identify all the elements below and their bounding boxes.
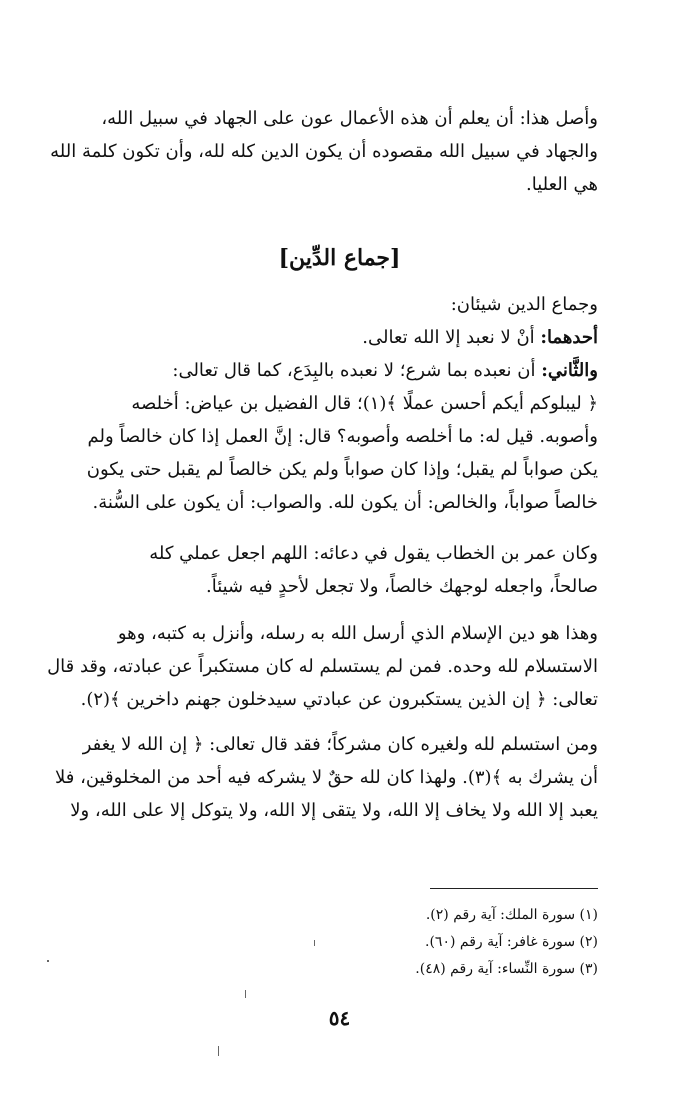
text-line	[88, 354, 598, 387]
text-line: يكن صواباً لم يقبل؛ وإذا كان صواباً ولم يكن خالصاً لم يقبل حتى يكون	[86, 459, 598, 480]
text-line: وأصوبه. قيل له: ما أخلصه وأصوبه؟ قال: إنَّ العمل إذا كان خالصاً ولم	[87, 426, 598, 447]
text-line: أن يشرك به ﴾(٣). ولهذا كان لله حقٌ لا يشركه فيه أحد من المخلوقين، فلا	[55, 767, 598, 788]
paragraph-shirk	[55, 728, 598, 827]
scan-speck	[218, 1046, 219, 1056]
text-line: الاستسلام لله وحده. فمن لم يستسلم له كان مستكبراً عن عبادته، وقد قال	[47, 656, 598, 677]
page-number: ٥٤	[328, 1006, 351, 1030]
scan-speck	[314, 940, 315, 946]
text-line: ﴿ ليبلوكم أيكم أحسن عملًا ﴾(١)؛ قال الفضيل بن عياض: أخلصه	[131, 393, 598, 414]
text-line: والجهاد في سبيل الله مقصوده أن يكون الدين كله لله، وأن تكون كلمة الله	[50, 141, 598, 162]
paragraph-jihad	[50, 102, 598, 201]
paragraph-islam-definition	[47, 617, 598, 716]
paragraph-religion-essence	[88, 288, 598, 519]
footnote-3: (٣) سورة النِّساء: آية رقم (٤٨).	[415, 961, 598, 977]
text-line: ومن استسلم لله ولغيره كان مشركاً؛ فقد قال تعالى: ﴿ إن الله لا يغفر	[82, 734, 598, 755]
second-text: أن نعبده بما شرع؛ لا نعبده بالبِدَع، كما قال تعالى:	[172, 360, 542, 381]
text-line: وجماع الدين شيئان:	[450, 294, 598, 315]
text-line: وهذا هو دين الإسلام الذي أرسل الله به رسله، وأنزل به كتبه، وهو	[117, 623, 598, 644]
section-heading: [جماع الدِّين]	[278, 245, 401, 271]
text-line: هي العليا.	[526, 174, 598, 195]
footnote-1: (١) سورة الملك: آية رقم (٢).	[425, 907, 598, 923]
first-text: أنْ لا نعبد إلا الله تعالى.	[362, 327, 541, 348]
footnote-2: (٢) سورة غافر: آية رقم (٦٠).	[425, 934, 598, 950]
text-line: صالحاً، واجعله لوجهك خالصاً، ولا تجعل لأحدٍ فيه شيئاً.	[205, 576, 598, 597]
footnotes	[300, 902, 598, 983]
paragraph-umar-prayer	[88, 537, 598, 603]
scan-speck	[245, 990, 246, 998]
text-line: خالصاً صواباً، والخالص: أن يكون لله. والصواب: أن يكون على السُّنة.	[92, 492, 598, 513]
text-line: وكان عمر بن الخطاب يقول في دعائه: اللهم اجعل عملي كله	[149, 543, 598, 564]
footnote-divider	[430, 888, 598, 889]
text-line: تعالى: ﴿ إن الذين يستكبرون عن عبادتي سيدخلون جهنم داخرين ﴾(٢).	[80, 689, 598, 710]
text-line: وأصل هذا: أن يعلم أن هذه الأعمال عون على الجهاد في سبيل الله،	[101, 108, 598, 129]
first-label: أحدهما:	[540, 327, 598, 348]
scan-speck	[47, 960, 49, 962]
text-line	[88, 321, 598, 354]
text-line: يعبد إلا الله ولا يخاف إلا الله، ولا يتقى إلا الله، ولا يتوكل إلا على الله، ولا	[70, 800, 598, 821]
second-label: والثَّاني:	[541, 360, 598, 381]
